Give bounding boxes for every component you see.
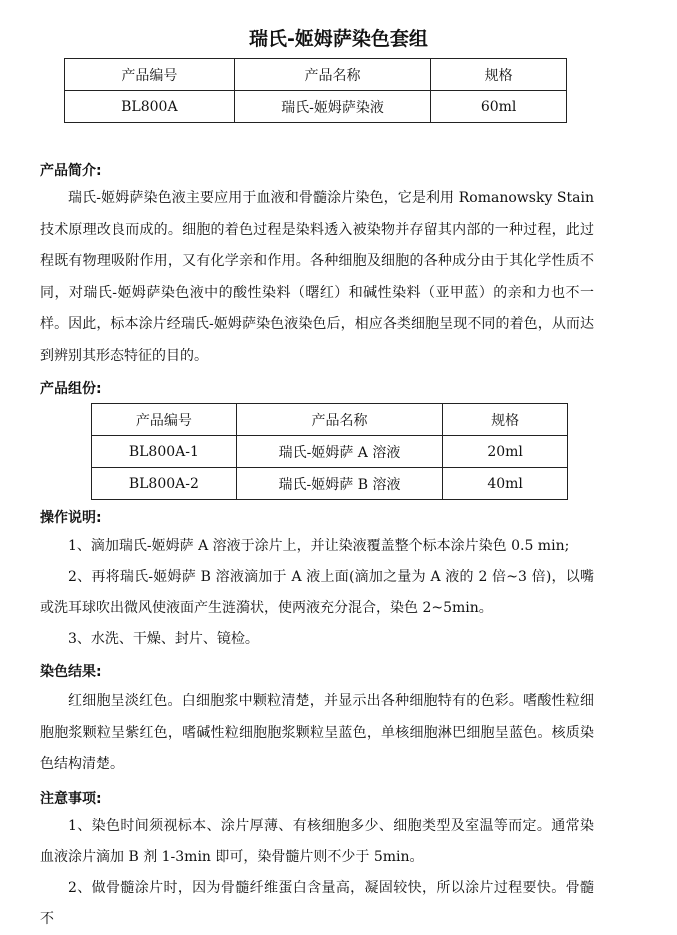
components-table (91, 403, 568, 500)
table-row (65, 91, 567, 123)
notes-heading: 注意事项: (40, 791, 102, 807)
table-header-cell: 产品编号 (65, 59, 235, 91)
product-table (64, 58, 567, 123)
table-header-cell: 规格 (443, 404, 568, 436)
operation-heading: 操作说明: (40, 510, 102, 526)
operation-step: 3、水洗、干燥、封片、镜检。 (68, 631, 259, 647)
table-header-cell: 产品名称 (236, 404, 442, 436)
result-paragraph: 红细胞呈淡红色。白细胞浆中颗粒清楚，并显示出各种细胞特有的色彩。嗜酸性粒细胞胞浆颗粒呈紫红色，嗜碱性粒细胞胞浆颗粒呈蓝色，单核细胞淋巴细胞呈蓝色。核质染色结构清楚。 (40, 693, 594, 772)
table-cell: 40ml (443, 468, 568, 500)
table-row (92, 436, 568, 468)
document-title: 瑞氏-姬姆萨染色套组 (249, 28, 428, 50)
table-header-row (92, 404, 568, 436)
components-heading: 产品组份: (40, 381, 102, 397)
table-cell: 瑞氏-姬姆萨 B 溶液 (236, 468, 442, 500)
result-heading: 染色结果: (40, 664, 102, 680)
table-header-row (65, 59, 567, 91)
intro-heading: 产品简介: (40, 163, 102, 179)
table-header-cell: 产品编号 (92, 404, 237, 436)
table-cell: 瑞氏-姬姆萨 A 溶液 (236, 436, 442, 468)
operation-step: 2、再将瑞氏-姬姆萨 B 溶液滴加于 A 液上面(滴加之量为 A 液的 2 倍~3 倍)，以嘴或洗耳球吹出微风使液面产生涟漪状，使两液充分混合，染色 2~5min。 (40, 569, 594, 616)
table-cell: 60ml (431, 91, 567, 123)
table-cell: BL800A-1 (92, 436, 237, 468)
table-header-cell: 产品名称 (234, 59, 431, 91)
table-cell: 瑞氏-姬姆萨染液 (234, 91, 431, 123)
notes-item: 1、染色时间须视标本、涂片厚薄、有核细胞多少、细胞类型及室温等而定。通常染血液涂片滴加 B 剂 1-3min 即可，染骨髓片则不少于 5min。 (40, 818, 594, 865)
table-cell: BL800A (65, 91, 235, 123)
operation-step: 1、滴加瑞氏-姬姆萨 A 溶液于涂片上，并让染液覆盖整个标本涂片染色 0.5 min; (68, 538, 570, 554)
table-row (92, 468, 568, 500)
table-cell: BL800A-2 (92, 468, 237, 500)
notes-item: 2、做骨髓涂片时，因为骨髓纤维蛋白含量高，凝固较快，所以涂片过程要快。骨髓不 (40, 880, 594, 927)
intro-paragraph: 瑞氏-姬姆萨染色液主要应用于血液和骨髓涂片染色，它是利用 Romanowsky Stain 技术原理改良而成的。细胞的着色过程是染料透入被染物并存留其内部的一种过程，此过程既有物理吸附作用，又有化学亲和作用。各种细胞及细胞的各种成分由于其化学性质不同，对瑞氏-姬姆萨染色液中的酸性染料（曙红）和碱性染料（亚甲蓝）的亲和力也不一样。因此，标本涂片经瑞氏-姬姆萨染色液染色后，相应各类细胞呈现不同的着色，从而达到辨别其形态特征的目的。 (40, 190, 594, 364)
table-cell: 20ml (443, 436, 568, 468)
table-header-cell: 规格 (431, 59, 567, 91)
